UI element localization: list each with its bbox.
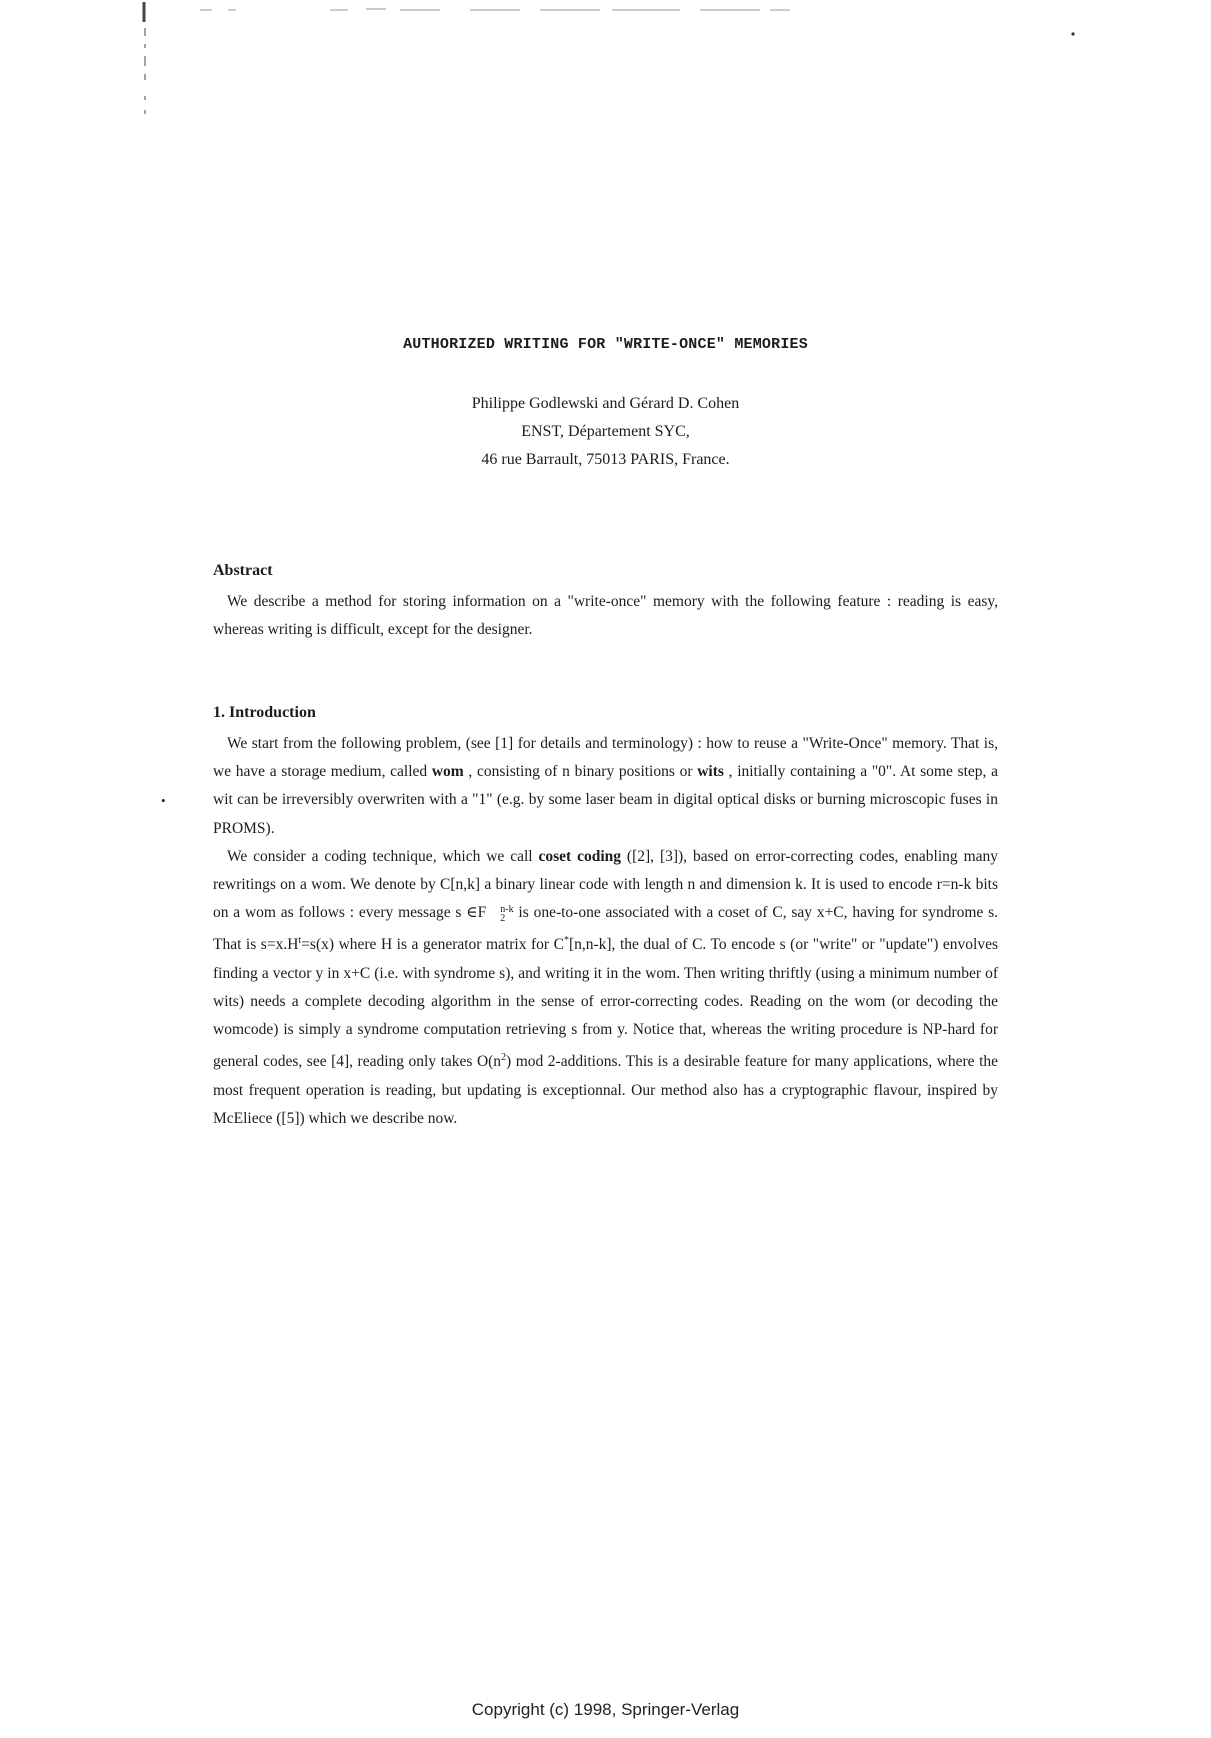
introduction-heading: 1. Introduction (213, 704, 316, 721)
copyright-footer: Copyright (c) 1998, Springer-Verlag (471, 1700, 740, 1719)
term-coset-coding: coset coding (538, 847, 622, 865)
author-names: Philippe Godlewski and Gérard D. Cohen (471, 395, 740, 412)
paper-title: AUTHORIZED WRITING FOR "WRITE-ONCE" MEMORIES (403, 336, 808, 353)
term-wom: wom (431, 763, 464, 781)
margin-bullet: • (161, 793, 166, 808)
scan-artifacts (0, 0, 1211, 140)
term-wits: wits (697, 763, 724, 781)
author-affiliation: ENST, Département SYC, (521, 423, 690, 440)
author-address: 46 rue Barrault, 75013 PARIS, France. (481, 451, 730, 468)
intro-paragraph-2: We consider a coding technique, which we call coset coding ([2], [3]), based on error-correcting codes, enabling many rewritings on a wom. We denote by C[n,k] a binary linear code with length n and dimension k. It is used to encode r=n-k bits on a wom as follows : every message s ∈F n-k 2 is one-to-one associated with a coset of C, say x+C, having for syndrome s. That is $s=x.H^t=s(x)$ where H is a generator matrix for C*[n,n-k], the dual of C. To encode s (or "write" or "update") envolves finding a vector y in x+C (i.e. with syndrome s), and writing it in the wom. Then writing thriftly (using a minimum number of wits) needs a complete decoding algorithm in the sense of error-correcting codes. Reading on the wom (or decoding the womcode) is simply a syndrome computation retrieving s from y. Notice that, whereas the writing procedure is NP-hard for general codes, see [4], reading only takes $O(n^2)$ mod 2-additions. This is a desirable feature for many applications, where the most frequent operation is reading, but updating is exceptionnal. Our method also has a cryptographic flavour, inspired by McEliece ([5]) which we describe now. (213, 847, 999, 1127)
author-block (0, 390, 1211, 474)
intro-paragraph-1: We start from the following problem, (see [1] for details and terminology) : how to reuse a "Write-Once" memory. That is, we have a storage medium, called wom , consisting of n binary positions or wits , initially containing a "0". At some step, a wit can be irreversibly overwriten with a "1" (e.g. by some laser beam in digital optical disks or burning microscopic fuses in PROMS). (213, 735, 998, 837)
abstract-text: We describe a method for storing information on a "write-once" memory with the following feature : reading is easy, whereas writing is difficult, except for the designer. (213, 593, 998, 639)
introduction-section (213, 702, 998, 1133)
abstract-heading: Abstract (213, 562, 273, 579)
abstract-section (213, 560, 998, 644)
